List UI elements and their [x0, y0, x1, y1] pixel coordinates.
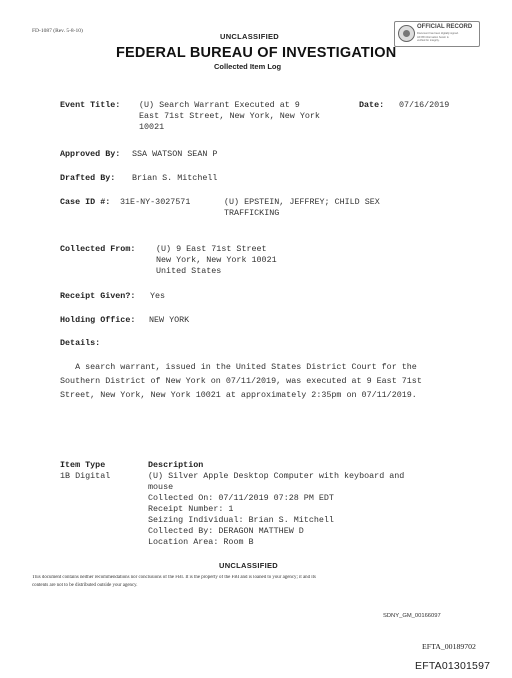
details-label: Details:: [60, 338, 101, 348]
holding-office-value: NEW YORK: [149, 315, 190, 325]
case-id-value: 31E-NY-3027571: [120, 197, 191, 207]
description-line-2: mouse: [148, 482, 174, 492]
date-label: Date:: [359, 100, 385, 110]
date-value: 07/16/2019: [399, 100, 450, 110]
stamp-title: OFFICIAL RECORD: [417, 24, 473, 30]
case-caption-line-1: (U) EPSTEIN, JEFFREY; CHILD SEX: [224, 197, 380, 207]
collected-from-line-3: United States: [156, 266, 222, 276]
event-title-line-1: (U) Search Warrant Executed at 9: [139, 100, 300, 110]
disclaimer-line-2: contents are not to be distributed outside your agency.: [32, 583, 138, 588]
form-number: FD-1087 (Rev. 5-8-10): [32, 28, 83, 34]
item-type-cell: 1B Digital: [60, 471, 111, 481]
form-name: Collected Item Log: [214, 62, 282, 71]
receipt-given-value: Yes: [150, 291, 166, 301]
receipt-given-label: Receipt Given?:: [60, 291, 136, 301]
drafted-by-label: Drafted By:: [60, 173, 116, 183]
bates-number-2: EFTA_00189702: [422, 642, 476, 651]
event-title-label: Event Title:: [60, 100, 121, 110]
case-caption-line-2: TRAFFICKING: [224, 208, 280, 218]
collected-by: Collected By: DERAGON MATTHEW D: [148, 526, 304, 536]
location-area: Location Area: Room B: [148, 537, 254, 547]
disclaimer-line-1: This document contains neither recommendations nor conclusions of the FBI. It is the property of the FBI and is loaned to your agency; it and its: [32, 575, 316, 580]
stamp-line-2: All FBI information herein is: [417, 35, 449, 39]
holding-office-label: Holding Office:: [60, 315, 136, 325]
event-title-line-2: East 71st Street, New York, New York: [139, 111, 320, 121]
collected-from-line-1: (U) 9 East 71st Street: [156, 244, 267, 254]
collected-from-line-2: New York, New York 10021: [156, 255, 277, 265]
description-header: Description: [148, 460, 204, 470]
bates-number-1: SDNY_GM_00166097: [383, 613, 441, 619]
drafted-by-value: Brian S. Mitchell: [132, 173, 218, 183]
stamp-line-3: verified for integrity.: [417, 39, 440, 42]
classification-top: UNCLASSIFIED: [220, 32, 280, 41]
event-title-line-3: 10021: [139, 122, 165, 132]
agency-title: FEDERAL BUREAU OF INVESTIGATION: [116, 45, 397, 61]
seizing-individual: Seizing Individual: Brian S. Mitchell: [148, 515, 334, 525]
details-line-1: A search warrant, issued in the United States District Court for the: [60, 362, 417, 372]
approved-by-label: Approved By:: [60, 149, 121, 159]
classification-bottom: UNCLASSIFIED: [219, 561, 279, 570]
bates-number-3: EFTA01301597: [415, 660, 491, 672]
official-record-stamp: [394, 21, 480, 47]
stamp-line-1: Document has been digitally signed.: [417, 32, 459, 35]
fbi-seal-icon: [398, 25, 415, 42]
approved-by-value: SSA WATSON SEAN P: [132, 149, 218, 159]
receipt-number: Receipt Number: 1: [148, 504, 234, 514]
case-id-label: Case ID #:: [60, 197, 111, 207]
collected-from-label: Collected From:: [60, 244, 136, 254]
item-type-header: Item Type: [60, 460, 106, 470]
collected-on: Collected On: 07/11/2019 07:28 PM EDT: [148, 493, 334, 503]
details-line-2: Southern District of New York on 07/11/2019, was executed at 9 East 71st: [60, 376, 422, 386]
details-line-3: Street, New York, New York 10021 at approximately 2:35pm on 07/11/2019.: [60, 390, 417, 400]
description-line-1: (U) Silver Apple Desktop Computer with keyboard and: [148, 471, 405, 481]
